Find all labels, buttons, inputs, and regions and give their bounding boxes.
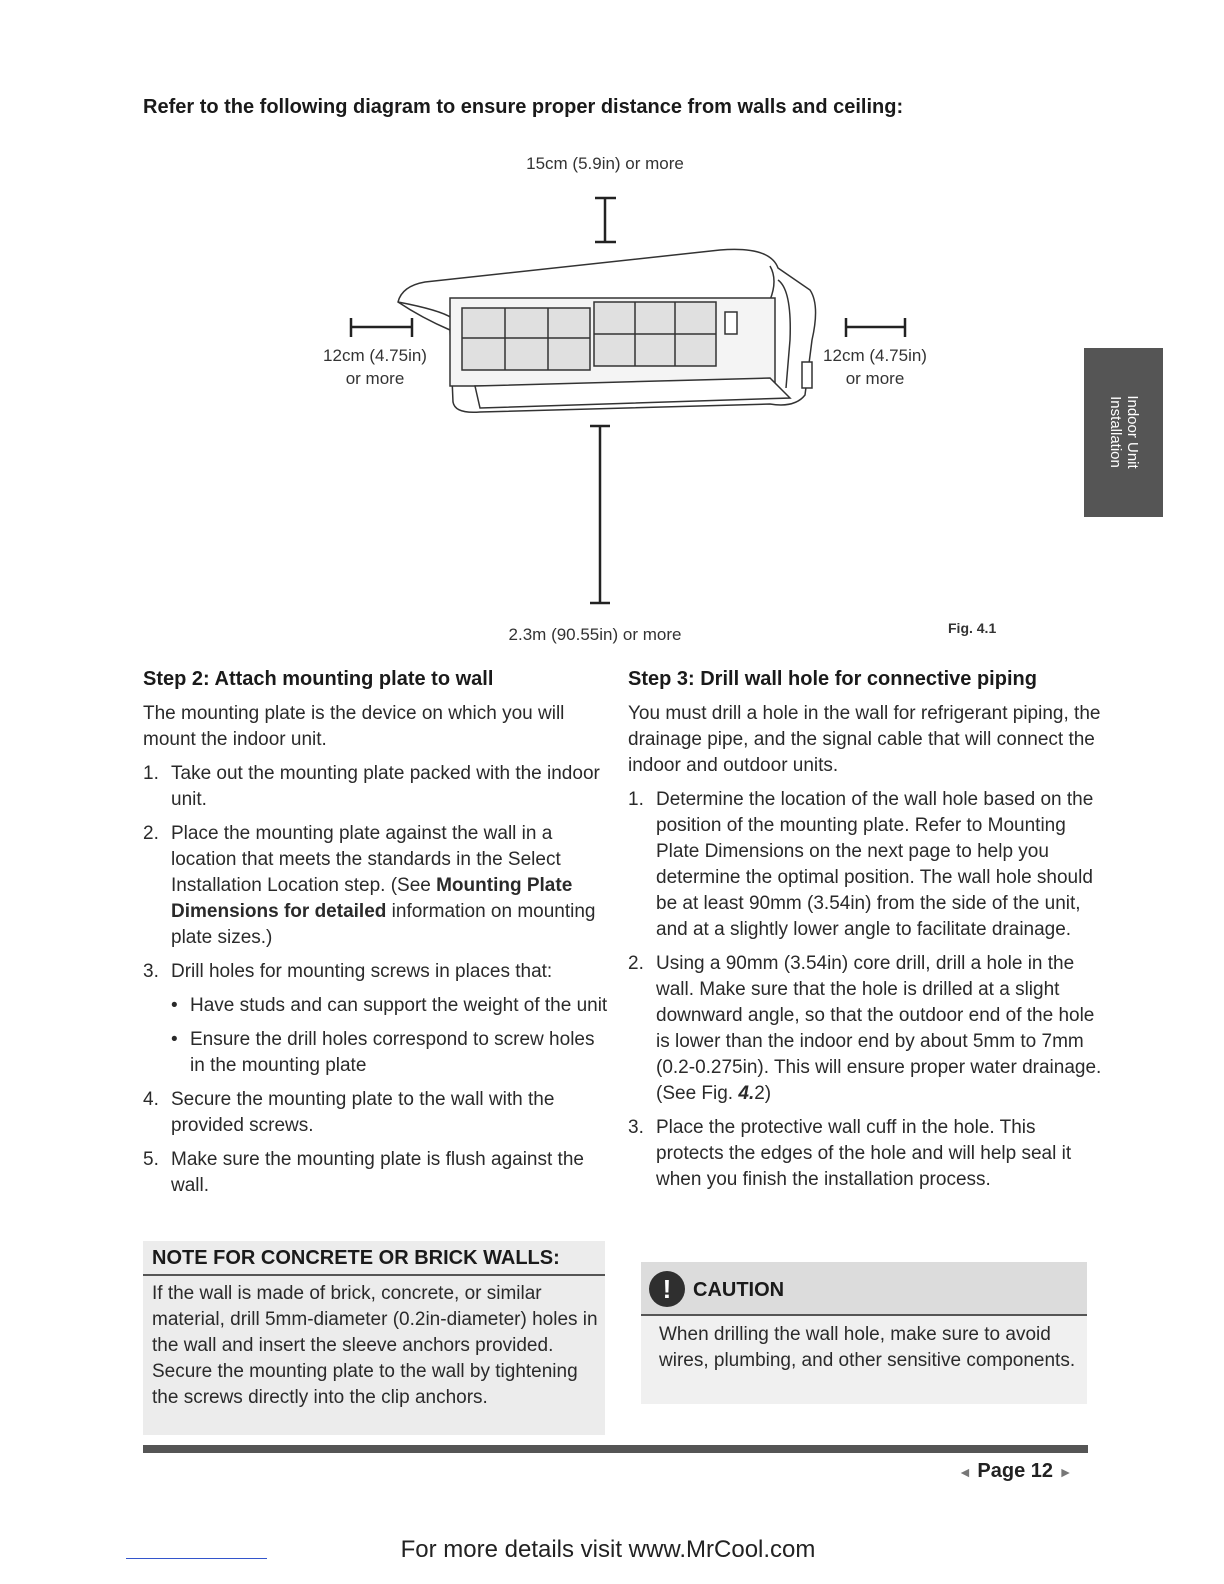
bottom-clearance-label: 2.3m (90.55in) or more (508, 625, 682, 644)
step2-list (143, 761, 608, 1199)
figure-label: Fig. 4.1 (948, 620, 997, 636)
page-heading: Refer to the following diagram to ensure proper distance from walls and ceiling: (143, 96, 904, 118)
left-clearance-label: 12cm (4.75in) or more (323, 346, 427, 388)
concrete-wall-note (143, 1241, 605, 1435)
list-item: 4. Secure the mounting plate to the wall with the provided screws. (143, 1089, 555, 1136)
list-item: 5. Make sure the mounting plate is flush against the wall. (143, 1149, 584, 1196)
side-tab-line: Installation (1107, 396, 1124, 468)
note-divider (143, 1274, 605, 1276)
caution-box (641, 1262, 1087, 1404)
section-side-tab (1084, 348, 1163, 517)
list-item: 2. Using a 90mm (3.54in) core drill, drill a hole in the wall. Make sure that the hole is drilled at a slight downward angle, so that the outdoor end of the hole is lower than the indoor end by about 5mm to 7mm (0.2-0.275in). This will ensure proper water drainage. (See Fig. 4.2) (628, 953, 1102, 1104)
page-label: Page 12 (977, 1460, 1054, 1482)
list-item: 3. Drill holes for mounting screws in places that: • Have studs and can support the weight of the unit • Ensure the drill holes correspond to screw holes in the mounting plate (143, 959, 608, 1079)
prev-page-arrow-icon[interactable]: ◄ (958, 1464, 972, 1480)
list-item: 3. Place the protective wall cuff in the hole. This protects the edges of the hole and will help seal it when you finish the installation process. (628, 1117, 1072, 1190)
list-item: 1. Determine the location of the wall hole based on the position of the mounting plate. Refer to Mounting Plate Dimensions on the next page to help you determine the optimal position. The wall hole should be at least 90mm (3.54in) from the side of the unit, and at a slightly lower angle to facilitate drainage. (628, 789, 1094, 940)
caution-title: CAUTION (693, 1279, 785, 1301)
warning-icon: ! (649, 1271, 685, 1307)
right-clearance-label: 12cm (4.75in) or more (823, 346, 927, 388)
note-title: NOTE FOR CONCRETE OR BRICK WALLS: (152, 1247, 560, 1269)
indoor-unit-illustration (300, 140, 1020, 650)
bullet-item: • Have studs and can support the weight of the unit (171, 993, 608, 1019)
bullet-item: • Ensure the drill holes correspond to screw holes in the mounting plate (171, 1027, 608, 1079)
footer-link-underline (126, 1558, 267, 1559)
next-page-arrow-icon[interactable]: ► (1058, 1464, 1073, 1480)
bullet-list (171, 993, 608, 1079)
clearance-diagram (300, 140, 1020, 650)
step2-title: Step 2: Attach mounting plate to wall (143, 668, 494, 690)
list-item: 2. Place the mounting plate against the wall in a location that meets the standards in the Select Installation Location step. (See Mounting Plate Dimensions for detailed information on mounting plate sizes.) (143, 823, 596, 948)
step2-section (143, 666, 608, 1207)
step3-list (628, 787, 1108, 1193)
list-item: 1. Take out the mounting plate packed with the indoor unit. (143, 763, 600, 810)
page-number (958, 1460, 1072, 1483)
note-body: If the wall is made of brick, concrete, or similar material, drill 5mm-diameter (0.2in-diameter) holes in the wall and insert the sleeve anchors provided. Secure the mounting plate to the wall by tightening the screws directly into the clip anchors. (152, 1283, 598, 1408)
side-tab-line: Indoor Unit (1124, 395, 1141, 469)
step3-title: Step 3: Drill wall hole for connective piping (628, 668, 1037, 690)
caution-divider (641, 1314, 1087, 1316)
step3-intro: You must drill a hole in the wall for refrigerant piping, the drainage pipe, and the signal cable that will connect the indoor and outdoor units. (628, 703, 1101, 776)
footer-text: For more details visit www.MrCool.com (400, 1536, 816, 1563)
caution-header (641, 1262, 1087, 1314)
caution-body: When drilling the wall hole, make sure to avoid wires, plumbing, and other sensitive components. (659, 1324, 1076, 1371)
top-clearance-label: 15cm (5.9in) or more (526, 154, 684, 173)
step2-intro: The mounting plate is the device on which you will mount the indoor unit. (143, 703, 565, 750)
step3-section (628, 666, 1108, 1201)
bottom-divider (143, 1445, 1088, 1453)
